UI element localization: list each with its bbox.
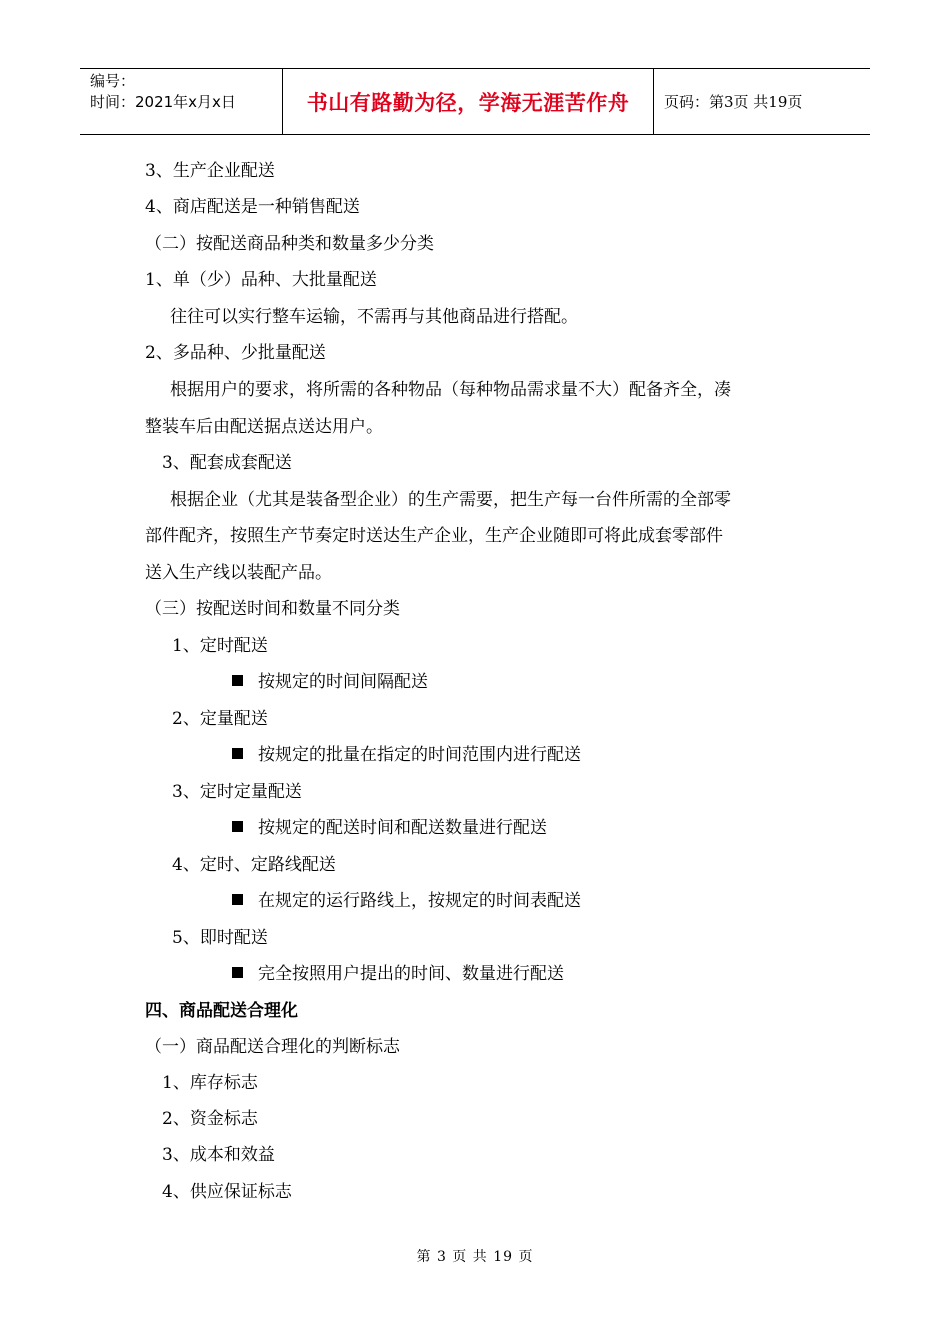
section-heading: （二）按配送商品种类和数量多少分类 — [145, 234, 434, 254]
body-line: 2、多品种、少批量配送 — [145, 343, 326, 363]
bullet-item — [232, 671, 428, 693]
body-line: 根据企业（尤其是装备型企业）的生产需要，把生产每一台件所需的全部零 — [170, 490, 731, 510]
bullet-text: 在规定的运行路线上，按规定的时间表配送 — [258, 891, 581, 911]
doc-time-label: 时间：2021年x月x日 — [90, 93, 236, 111]
bullet-text: 按规定的配送时间和配送数量进行配送 — [258, 818, 547, 838]
bullet-text: 按规定的批量在指定的时间范围内进行配送 — [258, 745, 581, 765]
body-line: 2、定量配送 — [172, 709, 268, 729]
section-heading: （一）商品配送合理化的判断标志 — [145, 1037, 400, 1057]
page-footer: 第 3 页 共 19 页 — [416, 1249, 534, 1265]
body-line: 1、定时配送 — [172, 636, 268, 656]
square-bullet-icon — [232, 675, 243, 686]
doc-number-label: 编号： — [90, 72, 136, 90]
body-line: 往往可以实行整车运输，不需再与其他商品进行搭配。 — [170, 307, 578, 327]
body-line: 3、配套成套配送 — [162, 453, 292, 473]
bullet-text: 完全按照用户提出的时间、数量进行配送 — [258, 964, 564, 984]
bullet-item — [232, 890, 581, 912]
square-bullet-icon — [232, 967, 243, 978]
bullet-item — [232, 963, 564, 985]
body-line: 部件配齐，按照生产节奏定时送达生产企业，生产企业随即可将此成套零部件 — [145, 526, 723, 546]
bullet-item — [232, 744, 581, 766]
body-line: 整装车后由配送据点送达用户。 — [145, 417, 383, 437]
body-line: 3、生产企业配送 — [145, 161, 275, 181]
section-heading: （三）按配送时间和数量不同分类 — [145, 599, 400, 619]
body-line: 5、即时配送 — [172, 928, 268, 948]
body-line: 4、供应保证标志 — [162, 1182, 292, 1202]
body-line: 4、商店配送是一种销售配送 — [145, 197, 360, 217]
body-line: 1、库存标志 — [162, 1073, 258, 1093]
chapter-heading: 四、商品配送合理化 — [145, 1001, 298, 1021]
body-line: 4、定时、定路线配送 — [172, 855, 336, 875]
header-motto: 书山有路勤为径，学海无涯苦作舟 — [282, 69, 654, 134]
body-line: 根据用户的要求，将所需的各种物品（每种物品需求量不大）配备齐全，凑 — [170, 380, 731, 400]
bullet-text: 按规定的时间间隔配送 — [258, 672, 428, 692]
square-bullet-icon — [232, 821, 243, 832]
header-page-code: 页码：第3页 共19页 — [664, 93, 803, 111]
header-meta — [80, 69, 282, 134]
body-line: 1、单（少）品种、大批量配送 — [145, 270, 377, 290]
body-line: 3、成本和效益 — [162, 1145, 275, 1165]
body-line: 送入生产线以装配产品。 — [145, 563, 332, 583]
body-line: 3、定时定量配送 — [172, 782, 302, 802]
bullet-item — [232, 817, 547, 839]
square-bullet-icon — [232, 748, 243, 759]
body-line: 2、资金标志 — [162, 1109, 258, 1129]
page-header — [80, 68, 870, 135]
square-bullet-icon — [232, 894, 243, 905]
